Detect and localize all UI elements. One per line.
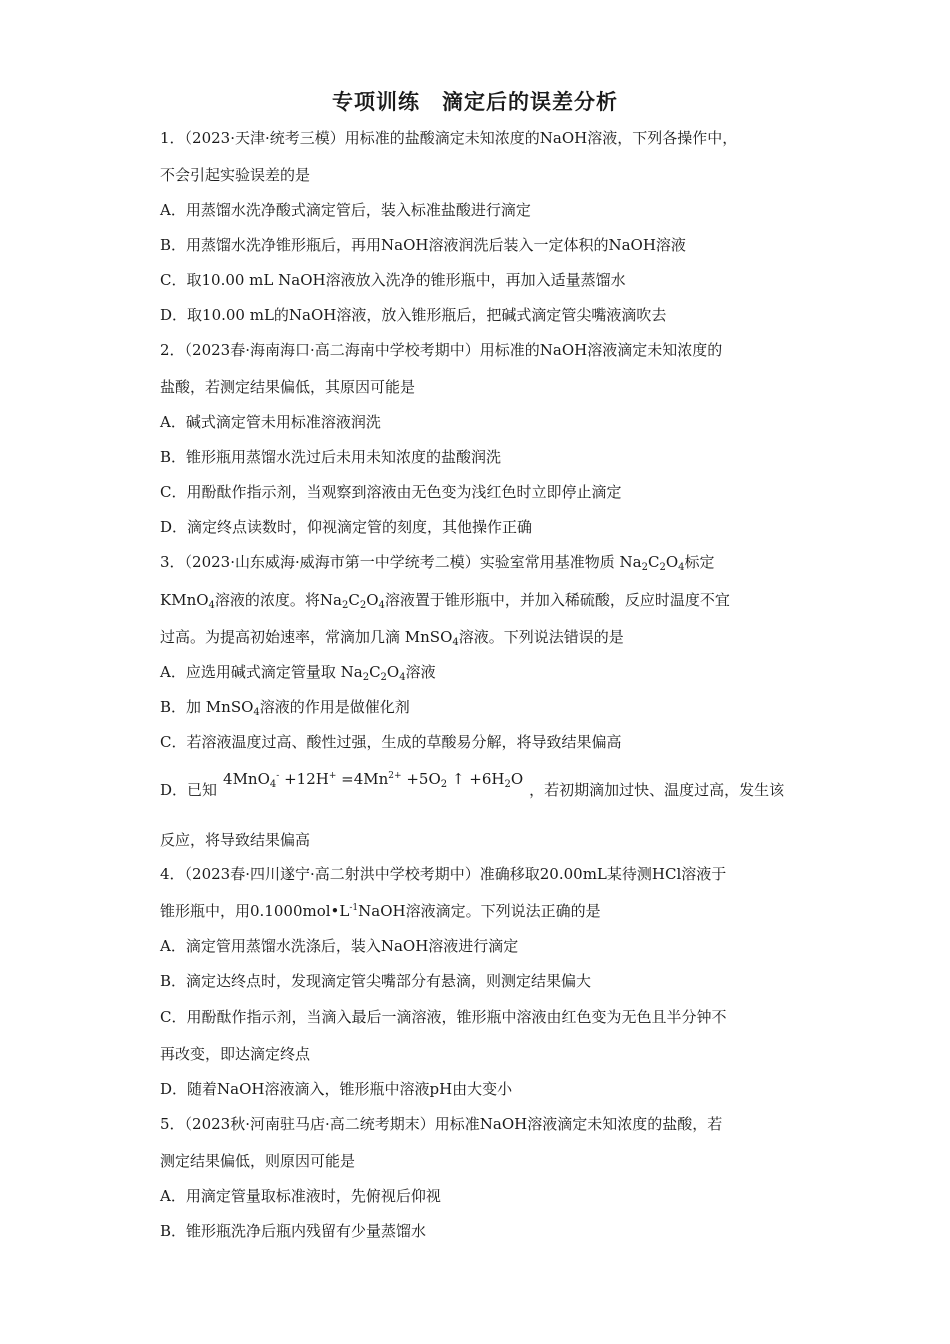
q3-option-b: B．加 MnSO$_4$溶液的作用是做催化剂 bbox=[160, 698, 410, 718]
q4-option-c-line2: 再改变，即达滴定终点 bbox=[160, 1045, 311, 1063]
q4-option-c-line1: C．用酚酞作指示剂，当滴入最后一滴溶液，锥形瓶中溶液由红色变为无色且半分钟不 bbox=[160, 1008, 727, 1026]
q2-option-b: B．锥形瓶用蒸馏水洗过后未用未知浓度的盐酸润洗 bbox=[160, 448, 502, 466]
q3-option-a: A．应选用碱式滴定管量取 $Na_2C_2O_4$溶液 bbox=[160, 663, 436, 683]
q1-stem-line1: 1．（2023·天津·统考三模）用标准的盐酸滴定未知浓度的NaOH溶液，下列各操作中， bbox=[160, 129, 738, 147]
q3-stem-line1: 3．（2023·山东威海·威海市第一中学统考二模）实验室常用基准物质 $Na_2C_2O_4$标定 bbox=[160, 553, 715, 573]
q2-stem-line1: 2．（2023春·海南海口·高二海南中学校考期中）用标准的NaOH溶液滴定未知浓度的 bbox=[160, 341, 723, 359]
q5-option-a: A．用滴定管量取标准液时，先俯视后仰视 bbox=[160, 1187, 441, 1205]
formula-na2c2o4: $Na_2C_2O_4$ bbox=[335, 663, 406, 683]
q4-option-d: D．随着NaOH溶液滴入，锥形瓶中溶液pH由大变小 bbox=[160, 1080, 513, 1098]
q3-stem-line2: KMnO$_4$溶液的浓度。将$Na_2C_2O_4$溶液置于锥形瓶中，并加入稀硫酸，反应时温度不宜 bbox=[160, 591, 730, 611]
formula-na2c2o4: $Na_2C_2O_4$ bbox=[319, 591, 385, 611]
q1-option-a: A．用蒸馏水洗净酸式滴定管后，装入标准盐酸进行滴定 bbox=[160, 201, 531, 219]
q3-option-d: D．已知$4MnO_4^- +12H^+ =4Mn^{2+} +5O_2$ ↑ $+6H_2O$，若初期滴加过快、温度过高，发生该 bbox=[160, 770, 785, 799]
q5-option-b: B．锥形瓶洗净后瓶内残留有少量蒸馏水 bbox=[160, 1222, 427, 1240]
formula-mnso4: MnSO$_4$ bbox=[201, 698, 260, 718]
q4-option-a: A．滴定管用蒸馏水洗涤后，装入NaOH溶液进行滴定 bbox=[160, 937, 519, 955]
q4-option-b: B．滴定达终点时，发现滴定管尖嘴部分有悬滴，则测定结果偏大 bbox=[160, 972, 592, 990]
formula-na2c2o4: $Na_2C_2O_4$ bbox=[614, 553, 685, 573]
formula-kmno4: KMnO$_4$ bbox=[160, 591, 215, 611]
q1-option-b: B．用蒸馏水洗净锥形瓶后，再用NaOH溶液润洗后装入一定体积的NaOH溶液 bbox=[160, 236, 686, 254]
q3-option-d-line2: 反应，将导致结果偏高 bbox=[160, 831, 311, 849]
formula-mnso4: MnSO$_4$ bbox=[400, 628, 459, 648]
q4-stem-line1: 4．（2023春·四川遂宁·高二射洪中学校考期中）准确移取20.00mL某待测HCl溶液于 bbox=[160, 865, 727, 883]
q1-option-c: C．取10.00 mL NaOH溶液放入洗净的锥形瓶中，再加入适量蒸馏水 bbox=[160, 271, 626, 289]
q2-option-d: D．滴定终点读数时，仰视滴定管的刻度，其他操作正确 bbox=[160, 518, 533, 536]
reaction-equation: $4MnO_4^- +12H^+ =4Mn^{2+} +5O_2$ ↑ $+6H_2O$ bbox=[223, 770, 524, 790]
page-title: 专项训练 滴定后的误差分析 bbox=[332, 90, 618, 114]
q5-stem-line1: 5．（2023秋·河南驻马店·高二统考期末）用标准NaOH溶液滴定未知浓度的盐酸，若 bbox=[160, 1115, 723, 1133]
q1-stem-line2: 不会引起实验误差的是 bbox=[160, 166, 311, 184]
q5-stem-line2: 测定结果偏低，则原因可能是 bbox=[160, 1152, 356, 1170]
q1-option-d: D．取10.00 mL的NaOH溶液，放入锥形瓶后，把碱式滴定管尖嘴液滴吹去 bbox=[160, 306, 667, 324]
q2-option-a: A．碱式滴定管未用标准溶液润洗 bbox=[160, 413, 381, 431]
q4-stem-line2: 锥形瓶中，用$0.1000mol•L^{-1}NaOH$溶液滴定。下列说法正确的是 bbox=[160, 902, 601, 920]
q2-stem-line2: 盐酸，若测定结果偏低，其原因可能是 bbox=[160, 378, 416, 396]
q3-stem-line3: 过高。为提高初始速率，常滴加几滴 MnSO$_4$溶液。下列说法错误的是 bbox=[160, 628, 624, 648]
q2-option-c: C．用酚酞作指示剂，当观察到溶液由无色变为浅红色时立即停止滴定 bbox=[160, 483, 622, 501]
q3-option-c: C．若溶液温度过高、酸性过强，生成的草酸易分解，将导致结果偏高 bbox=[160, 733, 622, 751]
